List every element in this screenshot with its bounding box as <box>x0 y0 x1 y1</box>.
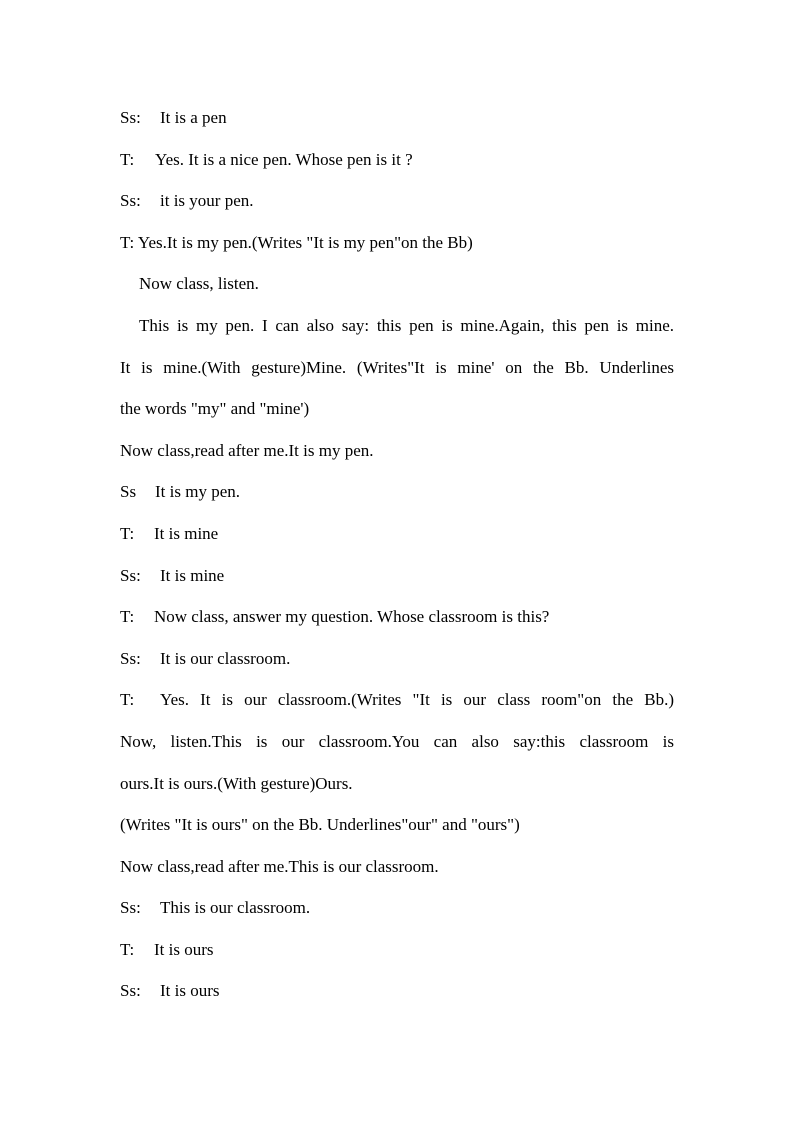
line-text: Now class,read after me.This is our classroom. <box>120 856 439 876</box>
speaker-label: Ss: <box>120 648 141 668</box>
line-text: ours.It is ours.(With gesture)Ours. <box>120 773 353 793</box>
speaker-label: T: <box>120 690 135 710</box>
dialogue-line <box>120 228 674 270</box>
dialogue-line <box>120 976 674 1018</box>
dialogue-line <box>120 269 674 311</box>
dialogue-line <box>120 561 674 603</box>
line-text: Now class, answer my question. Whose classroom is this? <box>154 607 550 627</box>
line-text: It is ours <box>154 939 214 959</box>
speaker-label: Ss: <box>120 565 141 585</box>
speaker-label: T: <box>120 523 135 543</box>
dialogue-line <box>120 186 674 228</box>
line-text: T: Yes.It is my pen.(Writes "It is my pen"on the Bb) <box>120 232 473 252</box>
line-text: Yes. It is a nice pen. Whose pen is it ? <box>155 149 413 169</box>
paragraph-line <box>120 311 674 353</box>
line-text: Now class,read after me.It is my pen. <box>120 440 374 460</box>
dialogue-line <box>120 810 674 852</box>
speaker-label: Ss: <box>120 191 141 211</box>
line-text: (Writes "It is ours" on the Bb. Underlines"our" and "ours") <box>120 815 520 835</box>
line-text: It is a pen <box>160 108 227 127</box>
dialogue-line <box>120 893 674 935</box>
paragraph-line <box>120 353 674 395</box>
dialogue-line <box>120 602 674 644</box>
paragraph-line <box>120 769 674 811</box>
dialogue-line <box>120 477 674 519</box>
line-text: This is our classroom. <box>160 898 311 918</box>
paragraph-line <box>120 685 674 727</box>
dialogue-line <box>120 935 674 977</box>
line-text: It is our classroom. <box>160 648 291 668</box>
line-text: It is my pen. <box>155 482 240 502</box>
line-text: it is your pen. <box>160 191 254 211</box>
speaker-label: Ss: <box>120 898 141 918</box>
speaker-label: Ss <box>120 482 137 502</box>
line-text: Yes. It is our classroom.(Writes "It is our class room"on the Bb.) <box>160 690 674 710</box>
dialogue-line <box>120 103 674 145</box>
line-text: It is mine <box>154 523 219 543</box>
paragraph-line <box>120 727 674 769</box>
dialogue-line <box>120 852 674 894</box>
paragraph-line <box>120 394 674 436</box>
speaker-label: T: <box>120 607 135 627</box>
line-text: It is mine <box>160 565 225 585</box>
line-text: It is ours <box>160 981 220 1001</box>
line-text: It is mine.(With gesture)Mine. (Writes"It is mine' on the Bb. Underlines <box>120 357 674 377</box>
line-text: Now, listen.This is our classroom.You can also say:this classroom is <box>120 731 674 751</box>
speaker-label: Ss: <box>120 108 141 127</box>
dialogue-line <box>120 145 674 187</box>
dialogue-line <box>120 436 674 478</box>
line-text: This is my pen. I can also say: this pen is mine.Again, this pen is mine. <box>139 315 674 335</box>
dialogue-body <box>120 103 674 1018</box>
line-text: Now class, listen. <box>139 274 259 294</box>
speaker-label: T: <box>120 149 135 169</box>
speaker-label: Ss: <box>120 981 141 1001</box>
dialogue-line <box>120 644 674 686</box>
speaker-label: T: <box>120 939 135 959</box>
dialogue-line <box>120 519 674 561</box>
line-text: the words "my" and "mine') <box>120 399 310 419</box>
